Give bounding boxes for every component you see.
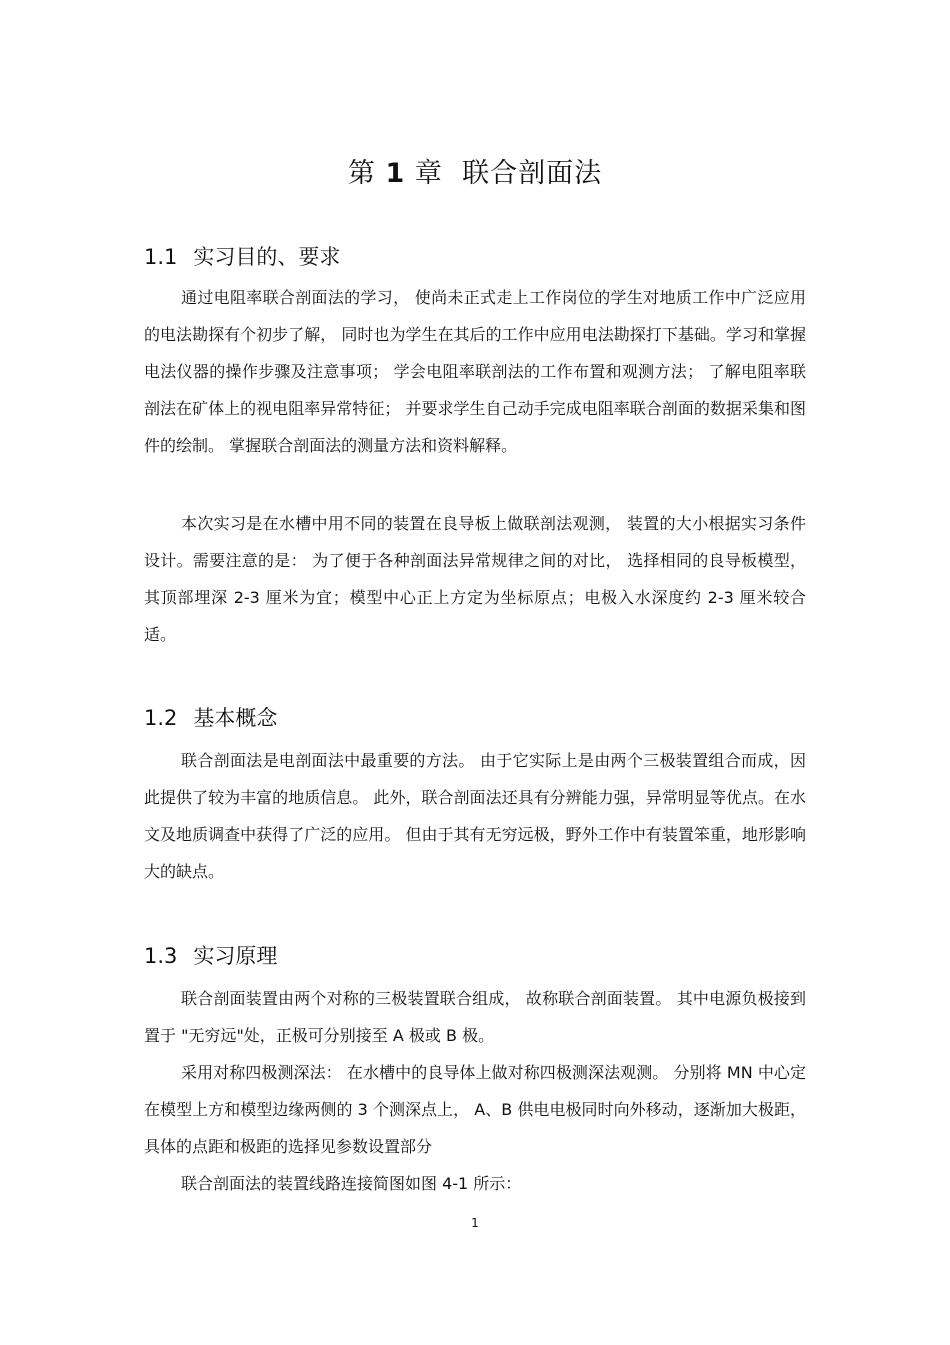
section-heading-1-1 — [144, 240, 340, 274]
chapter-title — [0, 152, 950, 196]
paragraph: 联合剖面装置由两个对称的三极装置联合组成， 故称联合剖面装置。 其中电源负极接到置于 "无穷远"处，正极可分别接至 A 极或 B 极。 — [144, 989, 806, 1045]
section-title: 实习原理 — [193, 944, 278, 968]
page-number: 1 — [471, 1216, 479, 1230]
section-number: 1.1 — [144, 245, 178, 269]
chapter-number: 1 — [385, 158, 406, 189]
section-number: 1.2 — [144, 706, 178, 730]
section-heading-1-3 — [144, 939, 277, 973]
chapter-name: 联合剖面法 — [462, 158, 603, 189]
section-title: 实习目的、要求 — [193, 245, 341, 269]
section-heading-1-2 — [144, 701, 277, 735]
paragraph: 通过电阻率联合剖面法的学习， 使尚未正式走上工作岗位的学生对地质工作中广泛应用的电法勘探有个初步了解， 同时也为学生在其后的工作中应用电法勘探打下基础。学习和掌握电法仪器的操作步骤及注意事项； 学会电阻率联剖法的工作布置和观测方法； 了解电阻率联剖法在矿体上的视电阻率异常特征； 并要求学生自己动手完成电阻率联合剖面的数据采集和图件的绘制。 掌握联合剖面法的测量方法和资料解释。 — [144, 288, 806, 455]
chapter-label-suffix: 章 — [414, 158, 443, 189]
paragraph: 联合剖面法是电剖面法中最重要的方法。 由于它实际上是由两个三极装置组合而成，因此提供了较为丰富的地质信息。 此外，联合剖面法还具有分辨能力强，异常明显等优点。在水文及地质调查中获得了广泛的应用。 但由于其有无穷远极，野外工作中有装置笨重，地形影响大的缺点。 — [144, 751, 806, 881]
paragraph: 本次实习是在水槽中用不同的装置在良导板上做联剖法观测， 装置的大小根据实习条件设计。需要注意的是： 为了便于各种剖面法异常规律之间的对比， 选择相同的良导板模型， 其顶部埋深 2-3 厘米为宜；模型中心正上方定为坐标原点；电极入水深度约 2-3 厘米较合适。 — [144, 514, 806, 644]
section-title: 基本概念 — [193, 706, 278, 730]
paragraph: 联合剖面法的装置线路连接简图如图 4-1 所示： — [181, 1174, 522, 1193]
chapter-label-prefix: 第 — [347, 158, 376, 189]
section-number: 1.3 — [144, 944, 178, 968]
paragraph: 采用对称四极测深法： 在水槽中的良导体上做对称四极测深法观测。 分别将 MN 中心定在模型上方和模型边缘两侧的 3 个测深点上， A、B 供电电极同时向外移动，逐渐加大极距，具体的点距和极距的选择见参数设置部分 — [144, 1063, 806, 1156]
